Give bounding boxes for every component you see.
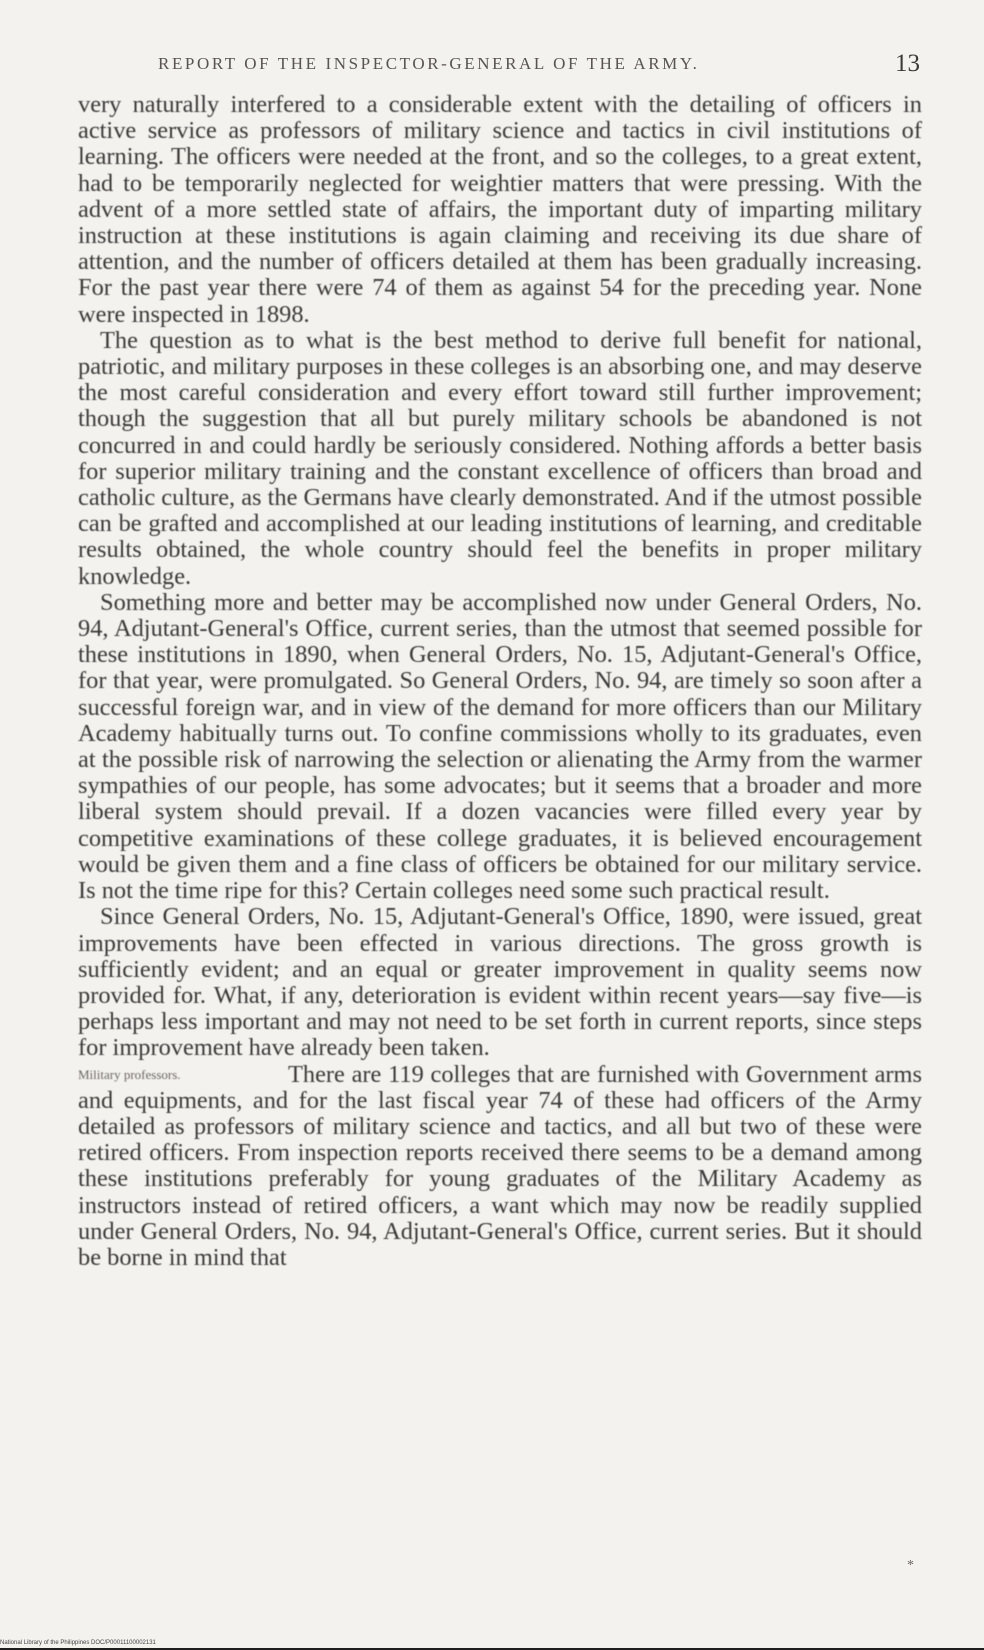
running-header bbox=[150, 50, 920, 84]
paragraph: There are 119 colleges that are furnished with Government arms and equipments, and for the last fiscal year 74 of these had officers of the Army detailed as professors of military science and tactics, and all but two of these were retired officers. From inspection reports received there seems to be a demand among these institutions preferably for young graduates of the Military Academy as instructors instead of retired officers, a want which may now be readily supplied under General Orders, No. 94, Adjutant-General's Office, current series. But it should be borne in mind that bbox=[78, 1060, 922, 1271]
running-title: REPORT OF THE INSPECTOR-GENERAL OF THE ARMY. bbox=[158, 54, 700, 73]
paragraph: Since General Orders, No. 15, Adjutant-General's Office, 1890, were issued, great improvements have been effected in various directions. The gross growth is sufficiently evident; and an equal or greater improvement in quality seems now provided for. What, if any, deterioration is evident within recent years—say five—is perhaps less important and may not need to be set forth in current reports, since steps for improvement have already been taken. bbox=[78, 903, 922, 1062]
scan-credit: National Library of the Philippines DOC/P00011100002131 bbox=[0, 1640, 156, 1646]
sidenote-paragraph bbox=[78, 1062, 922, 1272]
paragraph: The question as to what is the best method to derive full benefit for national, patriotic, and military purposes in these colleges is an absorbing one, and may deserve the most careful consideration and every effort toward still further improvement; though the suggestion that all but purely military schools be abandoned is not concurred in and could hardly be seriously considered. Nothing affords a better basis for superior military training and the constant excellence of officers than broad and catholic culture, as the Germans have clearly demonstrated. And if the utmost possible can be grafted and accomplished at our leading institutions of learning, and creditable results obtained, the whole country should feel the benefits in proper military knowledge. bbox=[78, 326, 922, 590]
paragraph: very naturally interfered to a considerable extent with the detailing of officers in active service as professors of military science and tactics in civil institutions of learning. The officers were needed at the front, and so the colleges, to a great extent, had to be temporarily neglected for weightier matters that were pressing. With the advent of a more settled state of affairs, the important duty of imparting military instruction at these institutions is again claiming and receiving its due share of attention, and the number of officers detailed at them has been gradually increasing. For the past year there were 74 of them as against 54 for the preceding year. None were inspected in 1898. bbox=[78, 91, 922, 328]
body-text bbox=[78, 92, 922, 1271]
page-mark: * bbox=[907, 1558, 914, 1573]
margin-note: Military professors. bbox=[78, 1066, 181, 1082]
paragraph: Something more and better may be accomplished now under General Orders, No. 94, Adjutant-General's Office, current series, than the utmost that seemed possible for these institutions in 1890, when General Orders, No. 15, Adjutant-General's Office, for that year, were promulgated. So General Orders, No. 94, are timely so soon after a successful foreign war, and in view of the demand for more officers than our Military Academy habitually turns out. To confine commissions wholly to its graduates, even at the possible risk of narrowing the selection or alienating the Army from the warmer sympathies of our people, has some advocates; but it seems that a broader and more liberal system should prevail. If a dozen vacancies were filled every year by competitive examinations of these college graduates, it is believed encouragement would be given them and a fine class of officers be obtained for our military service. Is not the time ripe for this? Certain colleges need some such practical result. bbox=[78, 588, 922, 905]
page-number: 13 bbox=[895, 50, 920, 77]
